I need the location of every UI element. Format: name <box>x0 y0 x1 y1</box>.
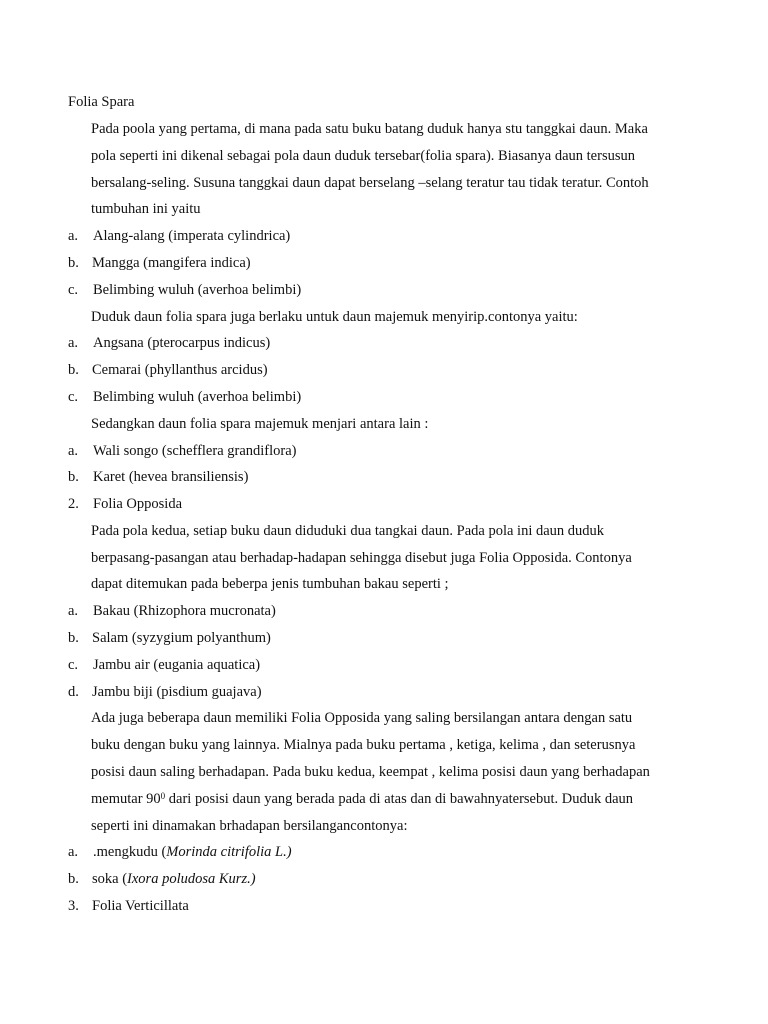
list-item-text: Karet (hevea bransiliensis) <box>93 469 249 485</box>
paragraph-line: Pada pola kedua, setiap buku daun diduduki dua tangkai daun. Pada pola ini daun duduk <box>91 523 605 539</box>
list-item-text: Angsana (pterocarpus indicus) <box>93 335 271 351</box>
paragraph-line: buku dengan buku yang lainnya. Mialnya pada buku pertama , ketiga, kelima , dan seterusnya <box>91 737 636 753</box>
list-item-text: Cemarai (phyllanthus arcidus) <box>92 362 268 378</box>
list-item-text: Mangga (mangifera indica) <box>92 255 251 271</box>
paragraph-line: pola seperti ini dikenal sebagai pola daun duduk tersebar(folia spara). Biasanya daun tersusun <box>91 148 635 164</box>
list-marker: b. <box>68 469 79 485</box>
paragraph-line: Duduk daun folia spara juga berlaku untuk daun majemuk menyirip.contonya yaitu: <box>91 309 578 325</box>
list-item-text: Belimbing wuluh (averhoa belimbi) <box>93 389 302 405</box>
list-marker: b. <box>68 362 79 378</box>
plant-latin-name: Ixora poludosa Kurz.) <box>127 871 256 887</box>
paragraph-line: Sedangkan daun folia spara majemuk menjari antara lain : <box>91 416 429 432</box>
list-marker: c. <box>68 657 79 673</box>
list-marker: a. <box>68 603 79 619</box>
section-title: Folia Opposida <box>93 496 183 512</box>
plant-common-name: soka ( <box>92 871 128 887</box>
degree-superscript: 0 <box>160 791 166 801</box>
paragraph-line: Ada juga beberapa daun memiliki Folia Opposida yang saling bersilangan antara dengan satu <box>91 710 633 726</box>
list-item-text: Bakau (Rhizophora mucronata) <box>93 603 276 619</box>
list-marker: b. <box>68 630 79 646</box>
paragraph-line: berpasang-pasangan atau berhadap-hadapan sehingga disebut juga Folia Opposida. Contonya <box>91 550 632 566</box>
list-marker: a. <box>68 228 79 244</box>
list-marker: b. <box>68 255 79 271</box>
list-marker: a. <box>68 443 79 459</box>
plant-common-name: .mengkudu ( <box>93 844 167 860</box>
list-item-text: Alang-alang (imperata cylindrica) <box>93 228 291 244</box>
list-marker: b. <box>68 871 79 887</box>
list-item-text <box>92 870 256 888</box>
rotation-text-before: memutar 90 <box>91 791 161 807</box>
paragraph-line: bersalang-seling. Susuna tanggkai daun dapat berselang –selang teratur tau tidak teratur. Contoh <box>91 175 649 191</box>
section-number: 2. <box>68 496 79 512</box>
list-item-text: Jambu air (eugania aquatica) <box>93 657 261 673</box>
list-marker: a. <box>68 844 79 860</box>
list-marker: c. <box>68 282 79 298</box>
list-marker: c. <box>68 389 79 405</box>
list-item-text: Belimbing wuluh (averhoa belimbi) <box>93 282 302 298</box>
paragraph-line: tumbuhan ini yaitu <box>91 201 201 217</box>
paragraph-line-rotation <box>91 790 633 808</box>
paragraph-line: dapat ditemukan pada beberpa jenis tumbuhan bakau seperti ; <box>91 576 449 592</box>
list-marker: d. <box>68 684 79 700</box>
rotation-text-after: dari posisi daun yang berada pada di atas dan di bawahnyatersebut. Duduk daun <box>165 791 634 807</box>
paragraph-line: posisi daun saling berhadapan. Pada buku kedua, keempat , kelima posisi daun yang berhadapan <box>91 764 650 780</box>
list-item-text: Jambu biji (pisdium guajava) <box>92 684 262 700</box>
section-title-folia-spara: Folia Spara <box>68 94 135 110</box>
section-title: Folia Verticillata <box>92 898 189 914</box>
list-marker: a. <box>68 335 79 351</box>
paragraph-line: seperti ini dinamakan brhadapan bersilangancontonya: <box>91 818 408 834</box>
list-item-text: Wali songo (schefflera grandiflora) <box>93 443 297 459</box>
plant-latin-name: Morinda citrifolia L.) <box>166 844 292 860</box>
list-item-text: Salam (syzygium polyanthum) <box>92 630 271 646</box>
list-item-text <box>93 843 292 861</box>
section-number: 3. <box>68 898 79 914</box>
paragraph-line: Pada poola yang pertama, di mana pada satu buku batang duduk hanya stu tanggkai daun. Maka <box>91 121 648 137</box>
